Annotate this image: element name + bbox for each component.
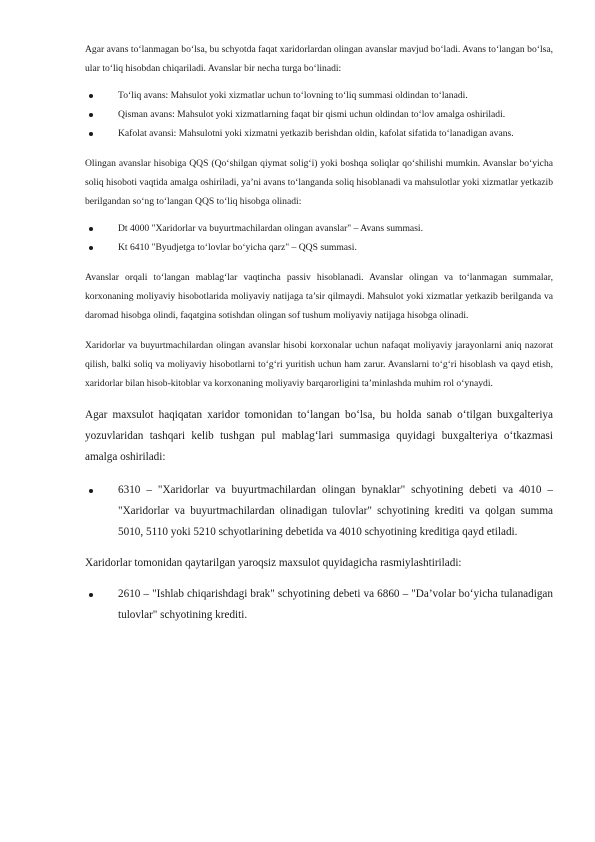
- bullet-icon: [89, 132, 93, 136]
- bullet-icon: [89, 227, 93, 231]
- qqs-paragraph: Olingan avanslar hisobiga QQS (Qo‘shilgan qiymat solig‘i) yoki boshqa soliqlar qo‘shilishi mumkin. Avanslar bo‘yicha soliq hisoboti vaqtida amalga oshiriladi, ya’ni avans to‘langanda soliq hisoblanadi va mahsulotlar yoki xizmatlar yetkazib berilgandan so‘ng to‘langan QQS to‘liq hisobga olinadi:: [85, 158, 553, 207]
- document-page: [85, 40, 553, 626]
- bullet-icon: [89, 489, 93, 493]
- importance-paragraph: Xaridorlar va buyurtmachilardan olingan avanslar hisobi korxonalar uchun nafaqat moliyaviy jarayonlarni aniq nazorat qilish, balki soliq va moliyaviy hisobotlarni to‘g‘ri yuritish uchun ham zarur. Avanslarni to‘g‘ri hisoblash va qayd etish, xaridorlar bilan hisob-kitoblar va korxonaning moliyaviy barqarorligini ta’minlashda muhim rol o‘ynaydi.: [85, 340, 553, 389]
- list-item: To‘liq avans: Mahsulot yoki xizmatlar uchun to‘lovning to‘liq summasi oldindan to‘lanadi.: [85, 86, 553, 105]
- list-item: Dt 4000 "Xaridorlar va buyurtmachilardan olingan avanslar" – Avans summasi.: [85, 219, 553, 238]
- payment-paragraph: Agar maxsulot haqiqatan xaridor tomonidan to‘langan bo‘lsa, bu holda sanab o‘tilgan buxgalteriya yozuvlaridan tashqari kelib tushgan pul mablag‘lari summasiga quyidagi buxgalteriya o‘tkazmasi amalga oshiriladi:: [85, 409, 553, 463]
- bullet-icon: [89, 593, 93, 597]
- avans-types-list: [85, 86, 553, 143]
- list-item: Kafolat avansi: Mahsulotni yoki xizmatni yetkazib berishdan oldin, kafolat sifatida to‘lanadigan avans.: [85, 124, 553, 143]
- list-item: 2610 – "Ishlab chiqarishdagi brak" schyotining debeti va 6860 – "Da’volar bo‘yicha tulanadigan tulovlar" schyotining krediti.: [85, 584, 553, 626]
- bullet-icon: [89, 94, 93, 98]
- list-item: 6310 – "Xaridorlar va buyurtmachilardan olingan bynaklar" schyotining debeti va 4010 – "Xaridorlar va buyurtmachilardan olinadigan tulovlar" schyotining krediti va qolgan summa 5010, 5110 yoki 5210 schyotlarining debetida va 4010 schyotining kreditiga qayd etiladi.: [85, 480, 553, 543]
- passive-paragraph: Avanslar orqali to‘langan mablag‘lar vaqtincha passiv hisoblanadi. Avanslar olingan va to‘lanmagan summalar, korxonaning moliyaviy hisobotlarida moliyaviy natijaga ta’sir qilmaydi. Mahsulot yoki xizmatlar yetkazib berilganda va daromad hisobga olindi, faqatgina sotishdan olingan sof tushum moliyaviy natijaga hisobga olinadi.: [85, 272, 553, 321]
- return-paragraph: Xaridorlar tomonidan qaytarilgan yaroqsiz maxsulot quyidagicha rasmiylashtiriladi:: [85, 557, 462, 569]
- intro-paragraph: Agar avans to‘lanmagan bo‘lsa, bu schyotda faqat xaridorlardan olingan avanslar mavjud bo‘ladi. Avans to‘langan bo‘lsa, ular to‘liq hisobdan chiqariladi. Avanslar bir necha turga bo‘linadi:: [85, 44, 553, 74]
- return-entry-list: [85, 584, 553, 626]
- list-item: Qisman avans: Mahsulot yoki xizmatlarning faqat bir qismi uchun oldindan to‘lov amalga oshiriladi.: [85, 105, 553, 124]
- bullet-icon: [89, 113, 93, 117]
- qqs-entries-list: [85, 219, 553, 257]
- bullet-icon: [89, 246, 93, 250]
- payment-entry-list: [85, 480, 553, 543]
- list-item: Kt 6410 "Byudjetga to‘lovlar bo‘yicha qarz" – QQS summasi.: [85, 238, 553, 257]
